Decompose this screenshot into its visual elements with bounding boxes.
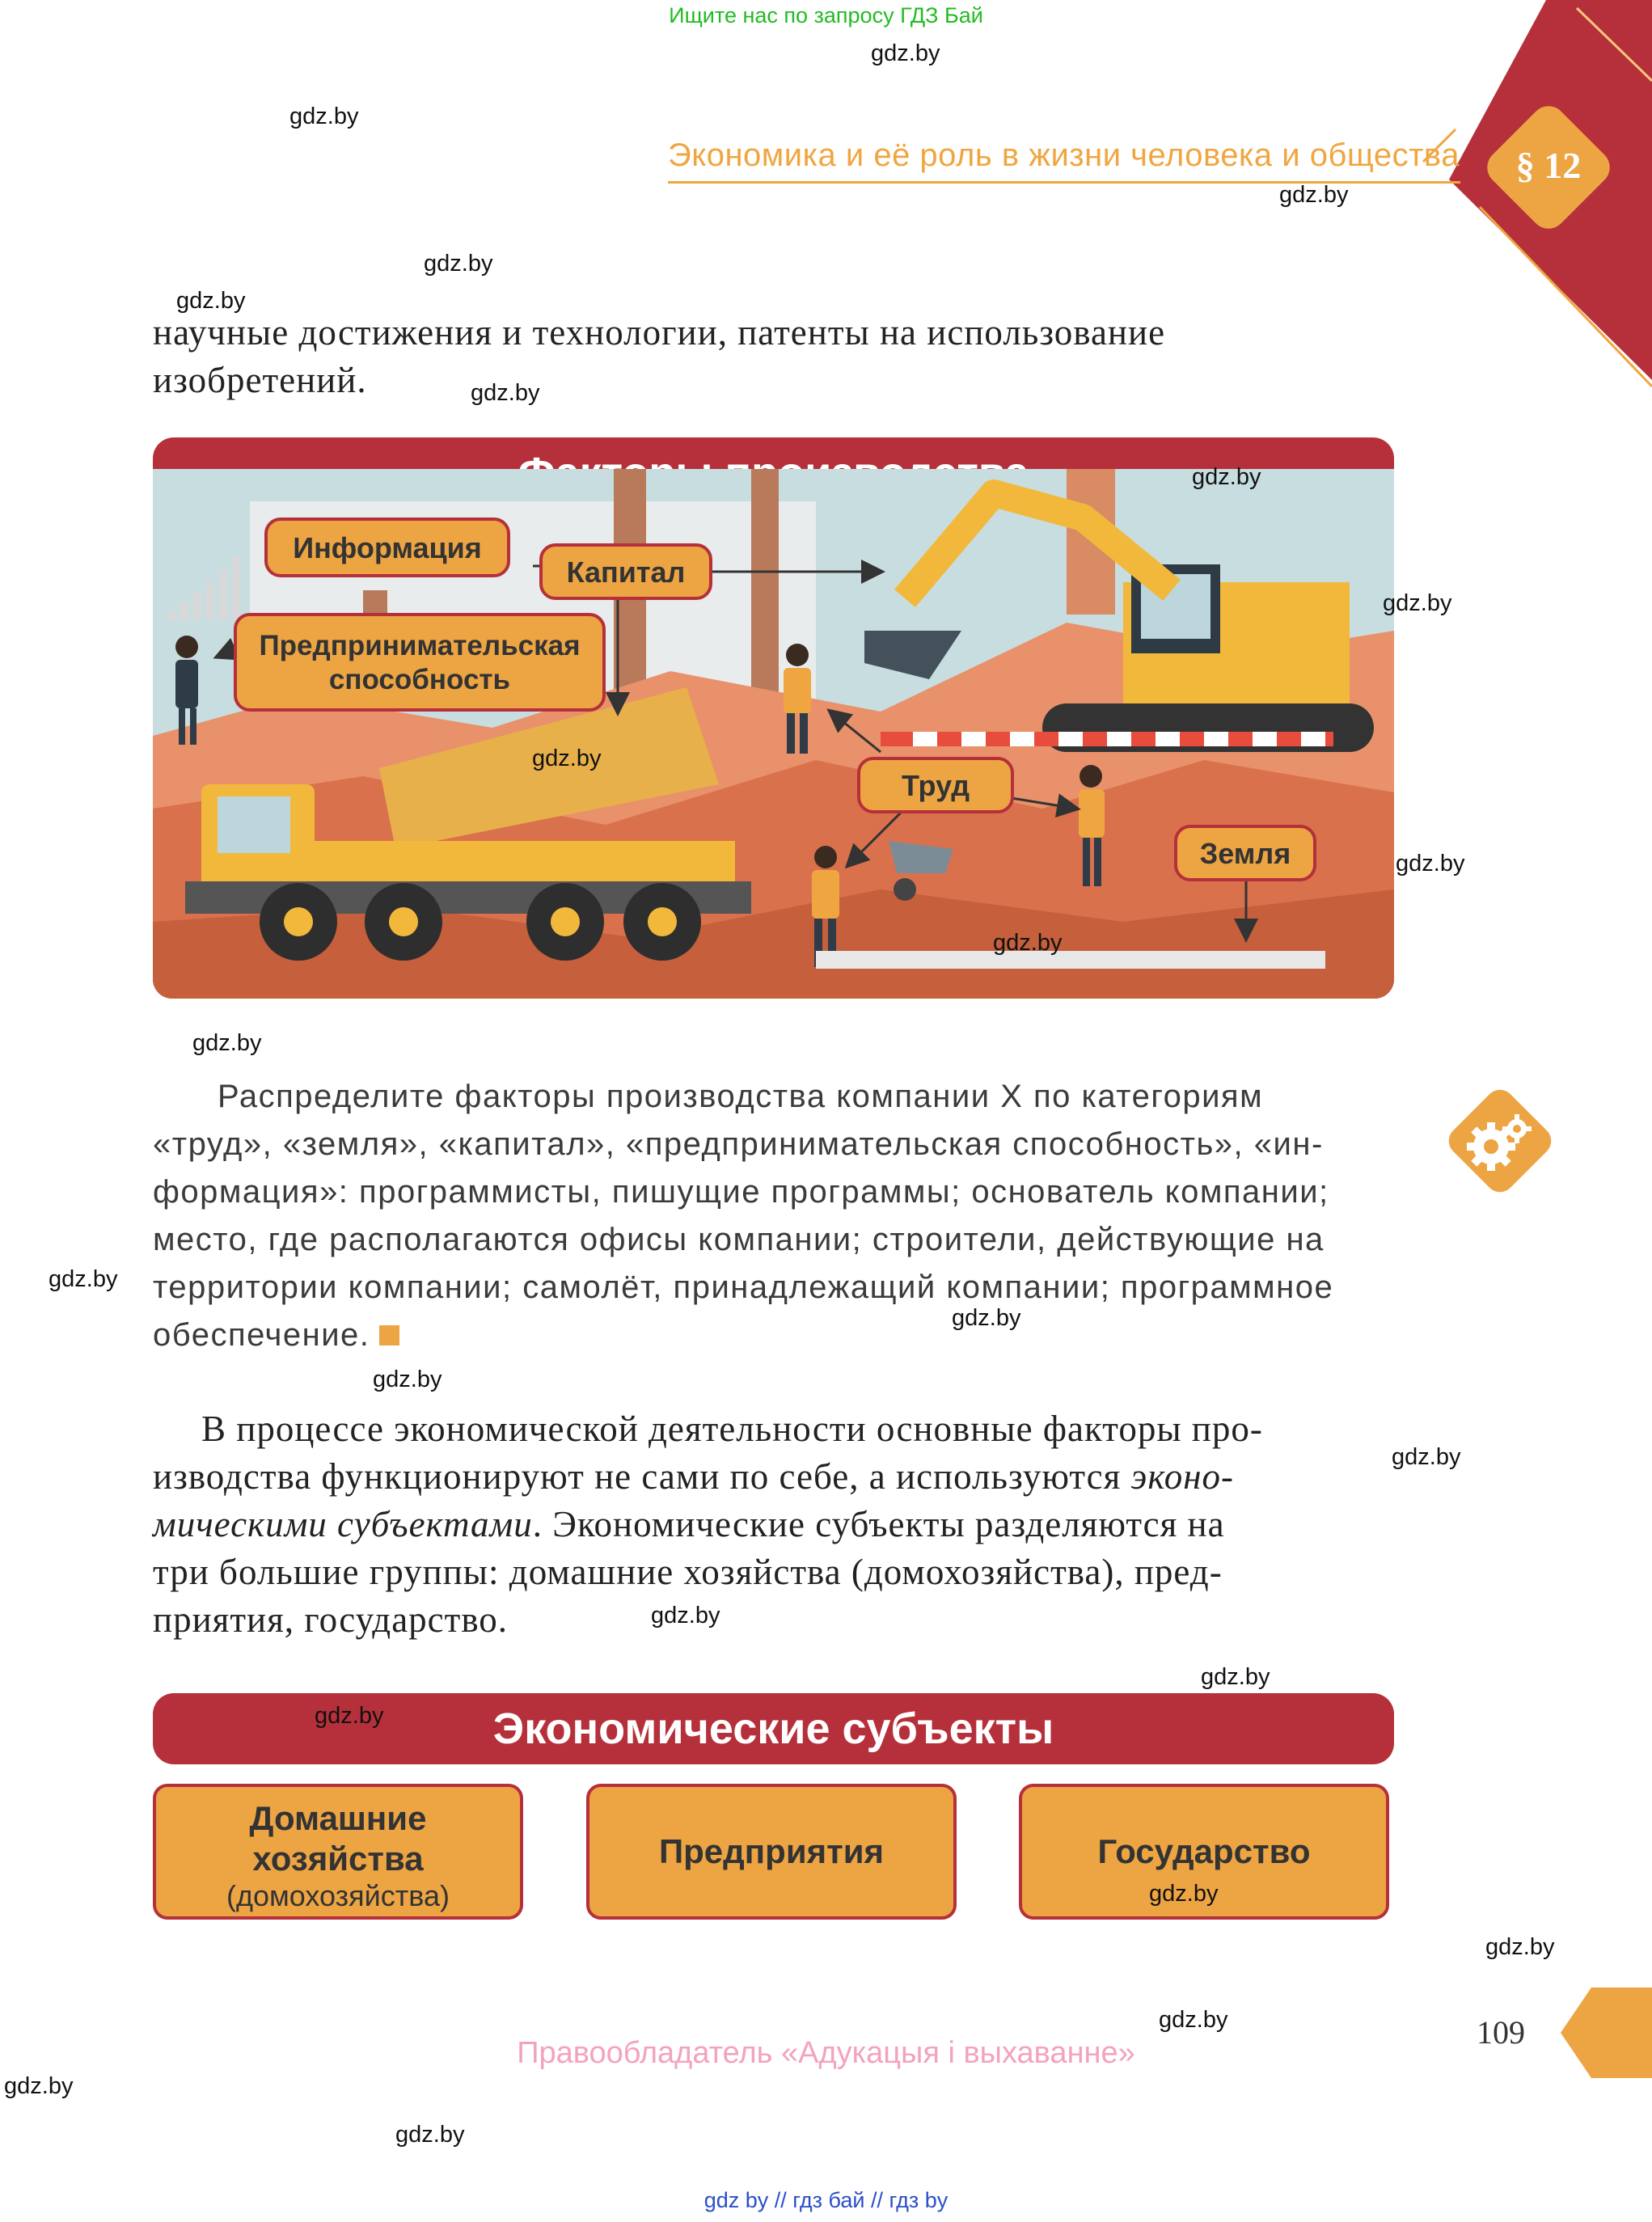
- households-sub: (домохозяйства): [226, 1879, 450, 1912]
- label-entrepreneurship-box: [235, 615, 604, 710]
- search-note: Ищите нас по запросу ГДЗ Бай: [669, 3, 983, 27]
- end-marker: [379, 1325, 399, 1345]
- watermark: gdz.by: [176, 288, 246, 314]
- gear-icon: [1441, 1082, 1559, 1200]
- task-line-6-text: обеспечение.: [153, 1317, 370, 1353]
- state-label: Государство: [1097, 1832, 1311, 1870]
- households-line1: Домашние: [249, 1799, 427, 1837]
- watermark: gdz.by: [192, 1030, 262, 1056]
- task-paragraph: [153, 1073, 1398, 1359]
- label-entrepreneurship-line2: способность: [328, 664, 511, 695]
- main-line-2: [153, 1453, 1414, 1501]
- watermark: gdz.by: [471, 380, 540, 406]
- label-capital: Капитал: [566, 556, 686, 589]
- watermark: gdz.by: [1159, 2007, 1228, 2033]
- label-labor: Труд: [901, 769, 970, 802]
- subject-households: [153, 1784, 523, 1920]
- intro-line-2: изобретений.: [153, 360, 367, 400]
- main-paragraph: [153, 1405, 1414, 1644]
- watermark: gdz.by: [1383, 590, 1452, 616]
- watermark: gdz.by: [424, 251, 493, 277]
- watermark: gdz.by: [871, 40, 940, 66]
- task-line-5: территории компании; самолёт, принадлежащий компании; программное: [153, 1269, 1334, 1305]
- main-line-3: [153, 1501, 1414, 1548]
- main-line-3-text: . Экономические субъекты разделяются на: [532, 1504, 1225, 1544]
- label-information: Информация: [293, 531, 482, 564]
- term-economic-subjects-part1: эконо-: [1130, 1456, 1235, 1497]
- main-line-5: приятия, государство.: [153, 1599, 509, 1640]
- watermark: gdz.by: [993, 930, 1063, 956]
- rights-holder: Правообладатель «Адукацыя і выхаванне»: [517, 2036, 1135, 2070]
- watermark: gdz.by: [289, 103, 359, 129]
- task-line-6: [153, 1312, 1398, 1359]
- watermark: gdz.by: [373, 1367, 442, 1392]
- intro-line-1: научные достижения и технологии, патенты на использование: [153, 312, 1166, 353]
- paragraph-badge: § 12: [1515, 145, 1582, 186]
- watermark: gdz.by: [1485, 1934, 1555, 1960]
- task-line-3: формация»: программисты, пишущие программы; основатель компании;: [153, 1174, 1329, 1210]
- bottom-links: gdz by // гдз бай // гдз by: [703, 2188, 949, 2212]
- watermark: gdz.by: [1192, 464, 1261, 490]
- watermark: gdz.by: [315, 1703, 384, 1729]
- main-line-1: В процессе экономической деятельности основные факторы про-: [201, 1409, 1263, 1449]
- chapter-title: Экономика и её роль в жизни человека и общества: [668, 137, 1460, 173]
- households-line2: хозяйства: [252, 1840, 424, 1878]
- watermark: gdz.by: [4, 2073, 74, 2099]
- subjects-banner: Экономические субъекты: [153, 1693, 1394, 1764]
- watermark: gdz.by: [952, 1305, 1021, 1331]
- main-line-2-text: изводства функционируют не сами по себе, а используются: [153, 1456, 1131, 1497]
- watermark: gdz.by: [651, 1603, 720, 1628]
- intro-paragraph: [153, 309, 1398, 404]
- enterprises-label: Предприятия: [658, 1832, 885, 1870]
- factors-illustration: [153, 469, 1394, 999]
- subject-enterprises: [586, 1784, 957, 1920]
- watermark: gdz.by: [1396, 851, 1465, 877]
- task-line-1: Распределите факторы производства компании X по категориям: [218, 1079, 1264, 1114]
- watermark: gdz.by: [1149, 1881, 1219, 1907]
- watermark: gdz.by: [532, 746, 602, 771]
- main-line-4: три большие группы: домашние хозяйства (домохозяйства), пред-: [153, 1552, 1223, 1592]
- label-entrepreneurship-line1: Предпринимательская: [259, 630, 581, 661]
- term-economic-subjects-part2: мическими субъектами: [153, 1504, 533, 1544]
- watermark: gdz.by: [49, 1266, 118, 1292]
- watermark: gdz.by: [1201, 1664, 1270, 1690]
- watermark: gdz.by: [1392, 1444, 1461, 1470]
- task-line-4: место, где располагаются офисы компании; строители, действующие на: [153, 1222, 1325, 1257]
- task-line-2: «труд», «земля», «капитал», «предпринимательская способность», «ин-: [153, 1126, 1324, 1162]
- page-number: 109: [1477, 2014, 1525, 2051]
- watermark: gdz.by: [395, 2122, 465, 2148]
- label-land: Земля: [1199, 837, 1291, 870]
- watermark: gdz.by: [1279, 182, 1349, 208]
